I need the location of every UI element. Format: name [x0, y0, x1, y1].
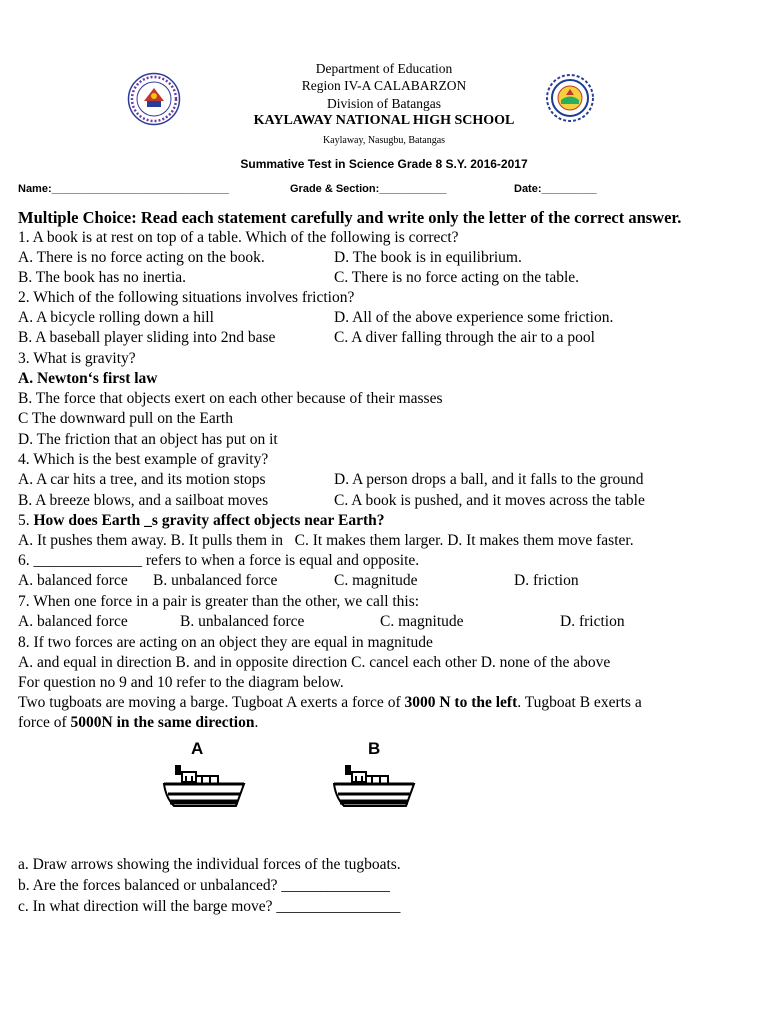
- q7-option-c: C. magnitude: [380, 613, 464, 630]
- subquestion-c: c. In what direction will the barge move? ________________: [18, 898, 401, 915]
- tugboat-paragraph-line-2: [18, 714, 258, 732]
- q3-option-b: B. The force that objects exert on each other because of their masses: [18, 390, 443, 407]
- tugboat-force-a: 3000 N to the left: [404, 694, 518, 711]
- q6-option-b: B. unbalanced force: [153, 572, 278, 589]
- question-8-stem: 8. If two forces are acting on an object they are equal in magnitude: [18, 634, 433, 651]
- q7-option-d: D. friction: [560, 613, 625, 630]
- tugboat-text-4: .: [254, 714, 259, 731]
- instructions: Multiple Choice: Read each statement carefully and write only the letter of the correct answer.: [18, 208, 682, 227]
- q7-option-a: A. balanced force: [18, 613, 128, 630]
- q4-option-b: B. A breeze blows, and a sailboat moves: [18, 492, 269, 509]
- q6-option-d: D. friction: [514, 572, 579, 589]
- q2-option-a: A. A bicycle rolling down a hill: [18, 309, 214, 326]
- subquestion-b: b. Are the forces balanced or unbalanced? ______________: [18, 877, 390, 894]
- q3-option-c: C The downward pull on the Earth: [18, 410, 233, 427]
- q4-option-a: A. A car hits a tree, and its motion stops: [18, 471, 266, 488]
- q1-option-c: C. There is no force acting on the table.: [334, 269, 580, 286]
- question-3-stem: 3. What is gravity?: [18, 350, 136, 367]
- name-field: Name:_____________________________: [18, 183, 230, 195]
- q4-option-c: C. A book is pushed, and it moves across the table: [334, 492, 645, 509]
- q6-option-c: C. magnitude: [334, 572, 418, 589]
- q5-text: How does Earth _s gravity affect objects near Earth?: [33, 512, 385, 529]
- tugboat-b-drawing: [330, 762, 416, 812]
- q2-option-b: B. A baseball player sliding into 2nd base: [18, 329, 276, 346]
- diagram-note: For question no 9 and 10 refer to the diagram below.: [18, 674, 344, 691]
- question-7-stem: 7. When one force in a pair is greater than the other, we call this:: [18, 593, 420, 610]
- q2-option-d: D. All of the above experience some friction.: [334, 309, 614, 326]
- q2-option-c: C. A diver falling through the air to a pool: [334, 329, 595, 346]
- q7-option-b: B. unbalanced force: [180, 613, 305, 630]
- q3-option-a: A. Newton‘s first law: [18, 370, 158, 387]
- header-region: Region IV-A CALABARZON: [301, 78, 467, 93]
- question-2-stem: 2. Which of the following situations involves friction?: [18, 289, 355, 306]
- header-school-name: KAYLAWAY NATIONAL HIGH SCHOOL: [253, 113, 515, 128]
- q1-option-d: D. The book is in equilibrium.: [334, 249, 522, 266]
- tugboat-paragraph-line-1: [18, 694, 642, 712]
- grade-section-field: Grade & Section:___________: [290, 183, 447, 195]
- q3-option-d: D. The friction that an object has put on it: [18, 431, 278, 448]
- question-6-stem: 6. ______________ refers to when a force is equal and opposite.: [18, 552, 420, 569]
- boat-b-label: B: [368, 739, 381, 758]
- q6-option-a: A. balanced force: [18, 572, 128, 589]
- tugboat-a-drawing: [160, 762, 246, 812]
- q4-option-d: D. A person drops a ball, and it falls to the ground: [334, 471, 644, 488]
- q1-option-a: A. There is no force acting on the book.: [18, 249, 265, 266]
- boat-a-label: A: [191, 739, 204, 758]
- subquestion-a: a. Draw arrows showing the individual forces of the tugboats.: [18, 856, 401, 873]
- date-field: Date:_________: [514, 183, 597, 195]
- question-1-stem: 1. A book is at rest on top of a table. Which of the following is correct?: [18, 229, 459, 246]
- question-4-stem: 4. Which is the best example of gravity?: [18, 451, 269, 468]
- tugboat-text-2: . Tugboat B exerts a: [517, 694, 642, 711]
- q5-options: A. It pushes them away. B. It pulls them in C. It makes them larger. D. It makes them move faster.: [18, 532, 634, 549]
- header-division: Division of Batangas: [327, 96, 441, 111]
- header-department: Department of Education: [315, 61, 453, 76]
- q5-number: 5.: [18, 512, 30, 529]
- tugboat-text-3: force of: [18, 714, 71, 731]
- test-title: Summative Test in Science Grade 8 S.Y. 2016-2017: [240, 157, 528, 171]
- q1-option-b: B. The book has no inertia.: [18, 269, 187, 286]
- header-address: Kaylaway, Nasugbu, Batangas: [322, 135, 446, 146]
- tugboat-force-b: 5000N in the same direction: [70, 714, 255, 731]
- question-5-stem: [18, 512, 385, 530]
- tugboat-text-1: Two tugboats are moving a barge. Tugboat A exerts a force of: [18, 694, 405, 711]
- q8-options: A. and equal in direction B. and in opposite direction C. cancel each other D. none of the above: [18, 654, 611, 671]
